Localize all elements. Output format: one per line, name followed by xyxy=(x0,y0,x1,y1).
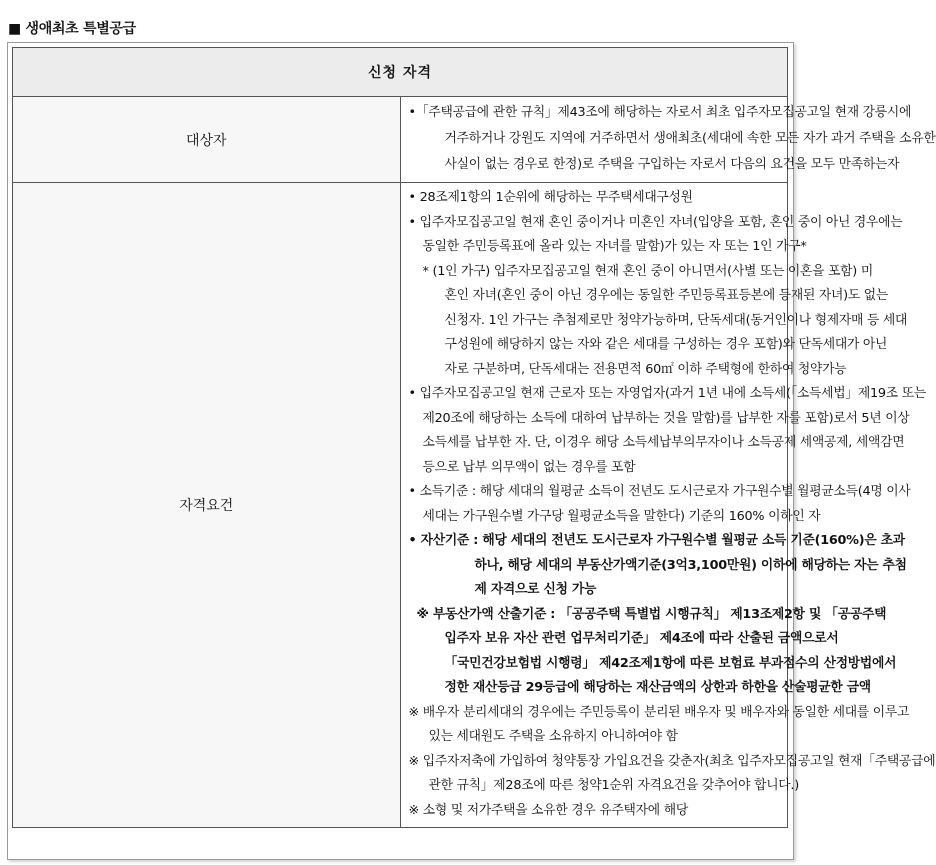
text-line: • 자산기준 : 해당 세대의 전년도 도시근로자 가구원수별 월평균 소득 기준(160%)은 초과 xyxy=(408,533,905,548)
text-line: 제20조에 해당하는 소득에 대하여 납부하는 것을 말함)를 납부한 자를 포함)로서 5년 이상 xyxy=(422,410,910,426)
text-line: 소득세를 납부한 자. 단, 이경우 해당 소득세납부의무자이나 소득공제 세액공제, 세액감면 xyxy=(422,435,905,450)
text-line: • 28조제1항의 1순위에 해당하는 무주택세대구성원 xyxy=(408,190,693,205)
text-line: ※ 소형 및 저가주택을 소유한 경우 유주택자에 해당 xyxy=(408,802,688,818)
text-line: ※ 입주자저축에 가입하여 청약통장 가입요건을 갖춘자(최초 입주자모집공고일 현재「주택공급에 xyxy=(408,753,936,769)
eligibility-table xyxy=(12,47,936,828)
text-line: 관한 규칙」제28조에 따른 청약1순위 자격요건을 갖추어야 합니다.) xyxy=(428,778,799,793)
text-line: 신청자. 1인 가구는 추첨제로만 청약가능하며, 단독세대(동거인이나 형제자매 등 세대 xyxy=(444,312,908,328)
table-header: 신청 자격 xyxy=(13,48,788,97)
section-heading: ■ 생애최초 특별공급 xyxy=(8,21,136,37)
table-row xyxy=(13,97,788,183)
text-line: • 소득기준 : 해당 세대의 월평균 소득이 전년도 도시근로자 가구원수별 월평균소득(4명 이사 xyxy=(408,484,911,499)
text-line: •「주택공급에 관한 규칙」제43조에 해당하는 자로서 최초 입주자모집공고일 현재 강릉시에 xyxy=(408,105,912,120)
text-line: • 입주자모집공고일 현재 근로자 또는 자영업자(과거 1년 내에 소득세(「소득세법」제19조 또는 xyxy=(408,386,926,401)
text-line: 입주자 보유 자산 관련 업무처리기준」 제4조에 따라 산출된 금액으로서 xyxy=(444,631,839,646)
text-line: 사실이 없는 경우로 한정)로 주택을 구입하는 자로서 다음의 요건을 모두 만족하는자 xyxy=(444,157,900,172)
text-line: 혼인 자녀(혼인 중이 아닌 경우에는 동일한 주민등록표등본에 등재된 자녀)도 없는 xyxy=(444,288,889,303)
text-line: 구성원에 해당하지 않는 자와 같은 세대를 구성하는 경우 포함)와 단독세대가 아닌 xyxy=(444,337,888,352)
text-line: 동일한 주민등록표에 올라 있는 자녀를 말함)가 있는 자 또는 1인 가구* xyxy=(422,239,807,254)
text-line: 제 자격으로 신청 가능 xyxy=(474,582,597,597)
row-label-requirements: 자격요건 xyxy=(13,183,401,828)
text-line: 하나, 해당 세대의 부동산가액기준(3억3,100만원) 이하에 해당하는 자는 추첨 xyxy=(474,557,907,573)
row-content-target xyxy=(400,97,936,183)
text-line: * (1인 가구) 입주자모집공고일 현재 혼인 중이 아니면서(사별 또는 이혼을 포함) 미 xyxy=(422,263,873,279)
text-line: 정한 재산등급 29등급에 해당하는 재산금액의 상한과 하한을 산술평균한 금액 xyxy=(444,680,871,695)
text-line: 있는 세대원도 주택을 소유하지 아니하여야 함 xyxy=(428,729,678,744)
text-line: 등으로 납부 의무액이 없는 경우를 포함 xyxy=(422,459,636,475)
table-row xyxy=(13,183,788,828)
text-line: 자로 구분하며, 단독세대는 전용면적 60㎡ 이하 주택형에 한하여 청약가능 xyxy=(444,361,847,377)
text-line: 거주하거나 강원도 지역에 거주하면서 생애최초(세대에 속한 모든 자가 과거 주택을 소유한 xyxy=(444,131,936,146)
row-content-requirements xyxy=(400,183,936,828)
text-line: 세대는 가구원수별 가구당 월평균소득을 말한다) 기준의 160% 이하인 자 xyxy=(422,508,821,524)
row-label-target: 대상자 xyxy=(13,97,401,183)
text-line: ※ 배우자 분리세대의 경우에는 주민등록이 분리된 배우자 및 배우자와 동일한 세대를 이루고 xyxy=(408,704,910,720)
text-line: ※ 부동산가액 산출기준 : 「공공주택 특별법 시행규칙」 제13조제2항 및 「공공주택 xyxy=(416,606,887,622)
eligibility-table-frame xyxy=(7,42,936,860)
text-line: • 입주자모집공고일 현재 혼인 중이거나 미혼인 자녀(입양을 포함, 혼인 중이 아닌 경우에는 xyxy=(408,214,903,230)
text-line: 「국민건강보험법 시행령」 제42조제1항에 따른 보험료 부과점수의 산정방법에서 xyxy=(444,655,897,671)
